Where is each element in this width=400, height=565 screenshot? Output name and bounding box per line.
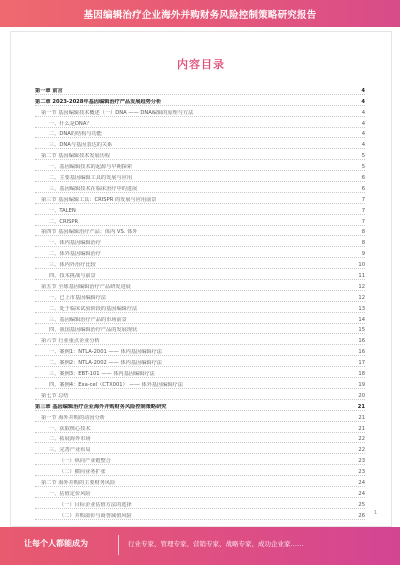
- toc-entry[interactable]: [35, 291, 365, 302]
- toc-entry[interactable]: [35, 204, 365, 215]
- toc-entry[interactable]: [35, 454, 365, 465]
- toc-entry[interactable]: [35, 84, 365, 95]
- toc-entry-text: 三、DNA与基因表达的关系: [49, 142, 113, 149]
- toc-entry-text: 第三章 基因编辑治疗企业海外并购财务风险控制策略研究: [35, 403, 167, 410]
- toc-entry[interactable]: [35, 269, 365, 280]
- toc-entry[interactable]: [35, 160, 365, 171]
- toc-entry-page: 4: [361, 87, 365, 94]
- toc-entry-page: 15: [358, 327, 365, 334]
- footer-bar: [0, 527, 400, 565]
- report-title: 基因编辑治疗企业海外并购财务风险控制策略研究报告: [83, 10, 317, 21]
- toc-entry[interactable]: [35, 171, 365, 182]
- toc-entry-text: 第一节 基因编辑技术概述（一）DNA —— DNA编辑的原理与方法: [41, 109, 194, 116]
- footer-tagline: 行业专家、管理专家、营销专家、战略专家、成功企业家……: [128, 540, 304, 548]
- toc-entry-text: （一）目标企业估值方法的选择: [59, 501, 132, 508]
- toc-entry-text: 第二节 海外并购的主要财务风险: [41, 479, 116, 486]
- toc-entry[interactable]: [35, 128, 365, 139]
- toc-entry[interactable]: [35, 487, 365, 498]
- toc-entry-text: 第二章 2023-2028年基因编辑治疗产品发展趋势分析: [35, 98, 162, 105]
- toc-entry-page: 24: [358, 479, 365, 486]
- toc-entry-text: 一、已上市基因编辑疗法: [49, 294, 107, 301]
- toc-entry-page: 11: [358, 273, 365, 280]
- toc-entry[interactable]: [35, 302, 365, 313]
- toc-page: [10, 31, 392, 527]
- toc-entry-text: 一、案例1：NTLA-2001 —— 体内基因编辑疗法: [49, 349, 162, 356]
- toc-entry-page: 13: [358, 305, 365, 312]
- toc-entry[interactable]: [35, 280, 365, 291]
- toc-entry-page: 21: [357, 403, 365, 410]
- toc-entry-page: 5: [361, 153, 365, 160]
- toc-entry-page: 4: [361, 98, 365, 105]
- page-number: 1: [373, 510, 377, 516]
- toc-entry[interactable]: [35, 443, 365, 454]
- toc-entry-text: 四、案例4：Exa-cel（CTX001） —— 体外基因编辑疗法: [49, 381, 183, 388]
- header-bar: [0, 0, 400, 27]
- toc-entry-text: 二、DNA的结构与功能: [49, 131, 102, 138]
- toc-entry-page: 14: [358, 316, 365, 323]
- toc-entry[interactable]: [35, 324, 365, 335]
- toc-entry[interactable]: [35, 498, 365, 509]
- toc-entry-page: 25: [358, 501, 365, 508]
- toc-entry-page: 7: [361, 218, 365, 225]
- toc-entry-page: 7: [361, 196, 365, 203]
- toc-entry-page: 4: [361, 109, 365, 116]
- toc-entry-page: 6: [361, 175, 365, 182]
- toc-list: [35, 84, 365, 520]
- toc-entry-page: 8: [361, 240, 365, 247]
- toc-entry-page: 23: [358, 469, 365, 476]
- toc-entry[interactable]: [35, 236, 365, 247]
- toc-entry-page: 21: [358, 425, 365, 432]
- toc-entry[interactable]: [35, 476, 365, 487]
- toc-entry[interactable]: [35, 509, 365, 520]
- toc-entry[interactable]: [35, 422, 365, 433]
- toc-entry-text: （二）并购溢价与商誉减值风险: [59, 512, 132, 519]
- toc-entry-page: 19: [358, 381, 365, 388]
- toc-entry-text: 一、体内基因编辑治疗: [49, 240, 101, 247]
- toc-entry[interactable]: [35, 334, 365, 345]
- toc-entry-text: 第一章 前言: [35, 87, 63, 94]
- toc-entry-text: 一、什么是DNA？: [49, 120, 92, 127]
- toc-entry[interactable]: [35, 117, 365, 128]
- toc-entry-page: 16: [358, 349, 365, 356]
- toc-entry-text: 四、我国基因编辑治疗产品的发展现状: [49, 327, 138, 334]
- toc-entry-text: 三、体内外治疗比较: [49, 262, 96, 269]
- toc-entry-text: 二、处于临床试验阶段的基因编辑疗法: [49, 305, 138, 312]
- toc-entry-text: 第四节 基因编辑治疗产品：体内 VS. 体外: [41, 229, 138, 236]
- toc-entry-page: 21: [358, 414, 365, 421]
- toc-entry[interactable]: [35, 138, 365, 149]
- toc-entry[interactable]: [35, 367, 365, 378]
- toc-entry[interactable]: [35, 356, 365, 367]
- toc-entry-text: 三、案例3：EBT-101 —— 体内基因编辑疗法: [49, 371, 155, 378]
- toc-entry[interactable]: [35, 313, 365, 324]
- toc-entry-text: 第六节 行业重点企业分析: [41, 338, 100, 345]
- toc-entry[interactable]: [35, 226, 365, 237]
- toc-entry-page: 22: [358, 447, 365, 454]
- toc-entry-text: 二、案例2：NTLA-2002 —— 体内基因编辑疗法: [49, 360, 162, 367]
- footer-divider: [118, 535, 119, 555]
- toc-entry[interactable]: [35, 433, 365, 444]
- toc-entry-text: （一）纵向产业链整合: [59, 458, 111, 465]
- toc-entry[interactable]: [35, 378, 365, 389]
- toc-entry[interactable]: [35, 247, 365, 258]
- toc-entry-page: 9: [361, 251, 365, 258]
- toc-entry-page: 20: [358, 392, 365, 399]
- toc-entry-text: 二、拓展海外市场: [49, 436, 91, 443]
- toc-entry-text: 四、技术挑战与前景: [49, 273, 96, 280]
- toc-entry-page: 4: [361, 142, 365, 149]
- toc-entry-text: 一、获取核心技术: [49, 425, 91, 432]
- toc-entry-page: 22: [358, 436, 365, 443]
- toc-entry-text: 三、完善产业布局: [49, 447, 91, 454]
- toc-entry-text: 第二节 基因编辑技术发展历程: [41, 153, 111, 160]
- toc-entry-page: 5: [361, 164, 365, 171]
- toc-entry[interactable]: [35, 345, 365, 356]
- toc-entry-page: 6: [361, 185, 365, 192]
- toc-entry-text: 三、基因编辑治疗产品的市场前景: [49, 316, 127, 323]
- toc-entry-page: 18: [358, 371, 365, 378]
- toc-entry[interactable]: [35, 215, 365, 226]
- toc-entry-text: 二、CRISPR: [49, 218, 79, 225]
- toc-entry[interactable]: [35, 258, 365, 269]
- toc-title: 内容目录: [177, 58, 225, 71]
- toc-entry[interactable]: [35, 389, 365, 400]
- toc-entry-page: 8: [361, 229, 365, 236]
- toc-entry-text: 二、主要基因编辑工具的发展与应用: [49, 175, 133, 182]
- toc-entry-page: 7: [361, 207, 365, 214]
- toc-entry-page: 12: [358, 283, 365, 290]
- toc-entry-page: 10: [358, 262, 365, 269]
- toc-entry-text: 第七节 总结: [41, 392, 69, 399]
- toc-entry-page: 24: [358, 490, 365, 497]
- toc-entry[interactable]: [35, 465, 365, 476]
- toc-entry-page: 4: [361, 131, 365, 138]
- toc-entry[interactable]: [35, 95, 365, 106]
- toc-entry-text: 一、估值定价风险: [49, 490, 91, 497]
- toc-entry[interactable]: [35, 182, 365, 193]
- toc-entry-text: 第五节 全球基因编辑治疗产品研发进展: [41, 283, 131, 290]
- toc-entry-text: 第三节 基因编辑工具：CRISPR 的发展与应用前景: [41, 196, 157, 203]
- toc-entry-page: 4: [361, 120, 365, 127]
- toc-entry-page: 17: [358, 360, 365, 367]
- toc-entry[interactable]: [35, 411, 365, 422]
- toc-entry-text: 第一节 海外并购的动因分析: [41, 414, 105, 421]
- toc-entry-text: 一、基因编辑技术的起源与早期探索: [49, 164, 133, 171]
- toc-entry-text: 二、体外基因编辑治疗: [49, 251, 101, 258]
- toc-entry-text: （二）横向业务扩张: [59, 469, 106, 476]
- toc-entry-text: 一、TALEN: [49, 207, 76, 214]
- footer-slogan: 让每个人都能成为: [24, 539, 88, 548]
- toc-entry[interactable]: [35, 149, 365, 160]
- toc-entry[interactable]: [35, 400, 365, 411]
- toc-entry-text: 三、基因编辑技术在临床治疗中的进展: [49, 185, 138, 192]
- toc-entry-page: 26: [358, 512, 365, 519]
- toc-entry[interactable]: [35, 193, 365, 204]
- toc-entry-page: 23: [358, 458, 365, 465]
- toc-entry-page: 12: [358, 294, 365, 301]
- toc-entry[interactable]: [35, 106, 365, 117]
- toc-entry-page: 16: [358, 338, 365, 345]
